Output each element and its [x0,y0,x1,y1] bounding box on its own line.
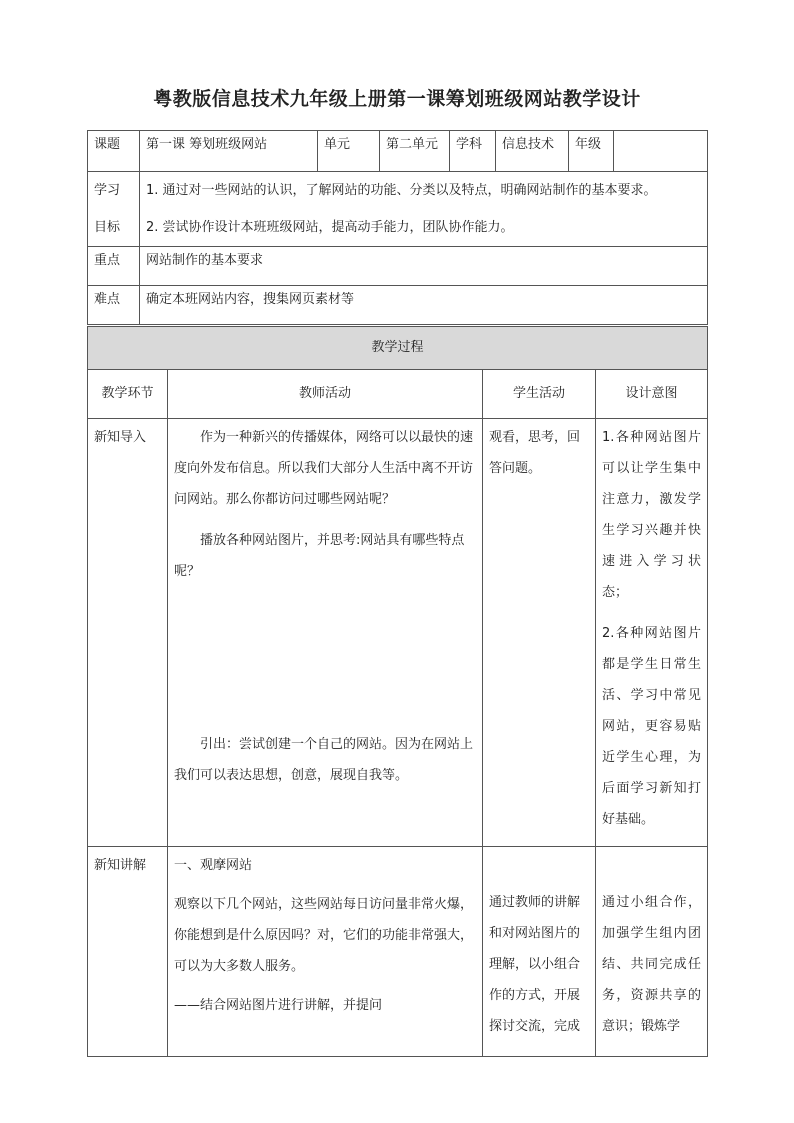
goals-row [88,172,708,247]
unit-label: 单元 [318,131,380,172]
teacher-intro [168,419,483,847]
unit-value: 第二单元 [380,131,450,172]
process-row-explain [88,847,708,1057]
teacher-explain-heading: 一、观摩网站 [174,858,253,873]
subject-value: 信息技术 [496,131,569,172]
col-student: 学生活动 [483,370,596,419]
difficulty-row [88,286,708,325]
intent-explain: 通过小组合作，加强学生组内团结、共同完成任务，资源共享的意识；锻炼学 [596,847,708,1057]
grade-label: 年级 [569,131,614,172]
key-point-row [88,247,708,286]
goal-item-2: 2. 尝试协作设计本班班级网站，提高动手能力，团队协作能力。 [146,220,514,235]
teacher-intro-p1: 作为一种新兴的传播媒体，网络可以以最快的速度向外发布信息。所以我们大部分人生活中离不开访问网站。那么你都访问过哪些网站呢？ [174,430,474,507]
teacher-intro-p3: 引出：尝试创建一个自己的网站。因为在网站上我们可以表达思想，创意，展现自我等。 [174,737,474,783]
difficulty-value: 确定本班网站内容，搜集网页素材等 [140,286,708,325]
col-intent: 设计意图 [596,370,708,419]
lesson-info-table [87,130,708,325]
goal-label-2: 目标 [94,220,121,235]
key-label: 重点 [88,247,140,286]
teacher-explain-p1: 观察以下几个网站，这些网站每日访问量非常火爆，你能想到是什么原因吗？对，它们的功能非常强大，可以为大多数人服务。 [174,897,474,974]
difficulty-label: 难点 [88,286,140,325]
stage-intro: 新知导入 [88,419,168,847]
lesson-label: 课题 [88,131,140,172]
process-header-row [88,370,708,419]
document-title: 粤教版信息技术九年级上册第一课筹划班级网站教学设计 [153,88,641,110]
student-explain: 通过教师的讲解和对网站图片的理解，以小组合作的方式，开展探讨交流，完成 [483,847,596,1057]
goal-item-1: 1. 通过对一些网站的认识，了解网站的功能、分类以及特点，明确网站制作的基本要求。 [146,183,657,198]
col-teacher: 教师活动 [168,370,483,419]
intent-intro [596,419,708,847]
subject-label: 学科 [450,131,496,172]
stage-explain: 新知讲解 [88,847,168,1057]
key-value: 网站制作的基本要求 [140,247,708,286]
goal-label-1: 学习 [94,183,121,198]
intent-intro-1: 1.各种网站图片可以让学生集中注意力，激发学生学习兴趣并快速进入学习状态； [602,430,702,600]
col-stage: 教学环节 [88,370,168,419]
grade-value [614,131,708,172]
process-table [87,326,708,1057]
student-intro: 观看，思考，回答问题。 [483,419,596,847]
teacher-intro-p2: 播放各种网站图片，并思考:网站具有哪些特点呢？ [174,533,465,579]
teacher-explain-p2: ——结合网站图片进行讲解，并提问 [174,998,383,1013]
lesson-header-row [88,131,708,172]
intent-intro-2: 2.各种网站图片都是学生日常生活、学习中常见网站，更容易贴近学生心理，为后面学习新知打好基础。 [602,626,702,827]
lesson-value: 第一课 筹划班级网站 [140,131,318,172]
process-title: 教学过程 [88,327,708,370]
process-row-intro [88,419,708,847]
teacher-explain [168,847,483,1057]
